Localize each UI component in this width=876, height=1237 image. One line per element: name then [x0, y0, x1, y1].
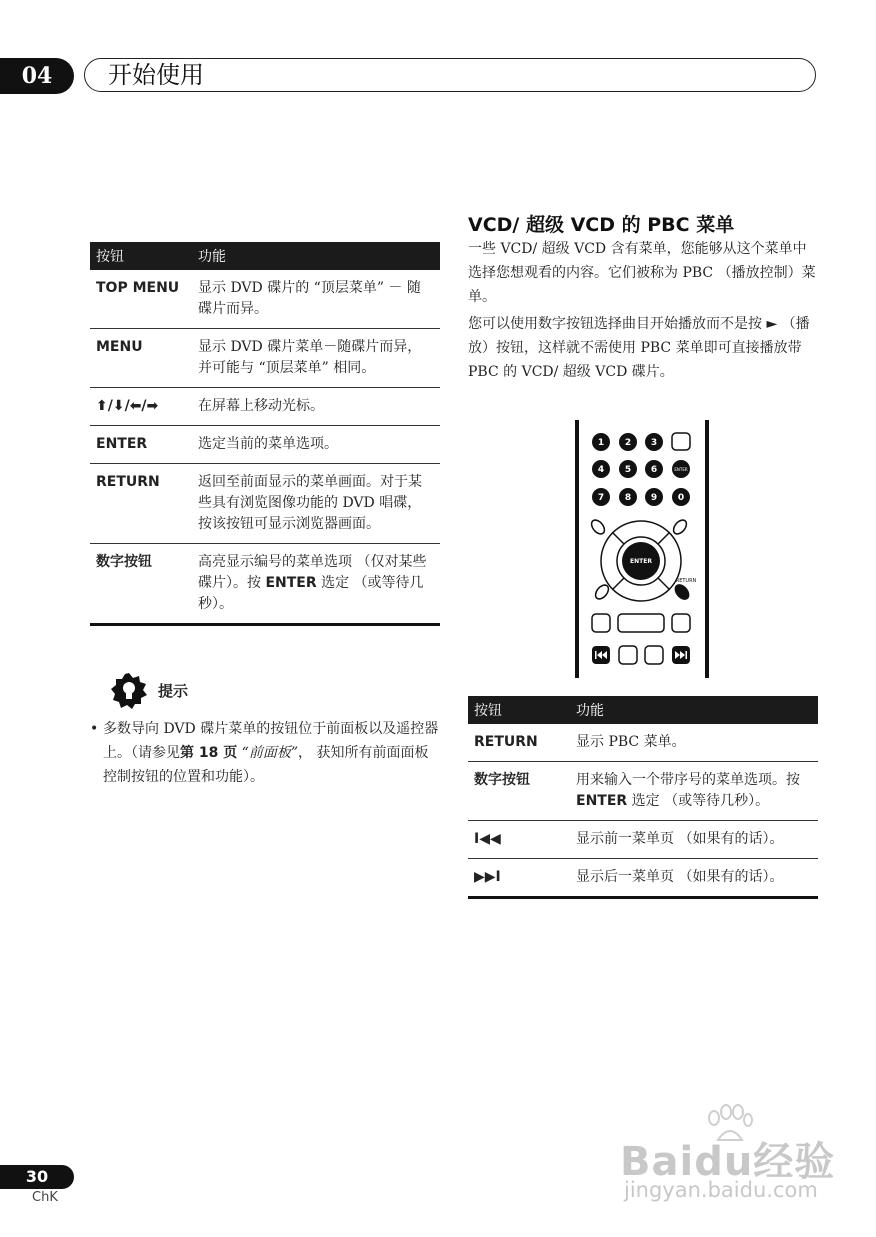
num-key-2: 2	[624, 438, 632, 448]
tip-title: 提示	[158, 682, 189, 700]
row-desc: 用来输入一个带序号的菜单选项。按 ENTER 选定 （或等待几秒）。	[570, 762, 818, 821]
pbc-button-table	[468, 696, 818, 899]
watermark-url: jingyan.baidu.com	[624, 1178, 818, 1202]
row-key: MENU	[90, 329, 192, 388]
bullet: •	[90, 721, 99, 737]
enter-key-small-label: ENTER	[674, 467, 688, 472]
row-desc: 返回至前面显示的菜单画面。对于某些具有浏览图像功能的 DVD 唱碟，按该按钮可显示浏览器画面。	[192, 464, 440, 544]
table-row	[90, 329, 440, 388]
row-key: RETURN	[468, 724, 570, 762]
row-key: ⬆/⬇/⬅/➡	[90, 388, 192, 426]
num-key-5: 5	[624, 465, 632, 475]
table-row	[90, 270, 440, 329]
enter-key-label: ENTER	[630, 558, 652, 565]
num-key-4: 4	[597, 465, 605, 475]
row-desc: 显示 DVD 碟片的 “顶层菜单” － 随碟片而异。	[192, 270, 440, 329]
row-desc: 选定当前的菜单选项。	[192, 426, 440, 464]
table-row	[90, 426, 440, 464]
row-key: 数字按钮	[90, 544, 192, 625]
num-key-1: 1	[597, 438, 605, 448]
row-key: 数字按钮	[468, 762, 570, 821]
table-row	[90, 388, 440, 426]
language-code: ChK	[32, 1190, 58, 1205]
table-header	[90, 242, 440, 270]
row-desc: 在屏幕上移动光标。	[192, 388, 440, 426]
pbc-paragraph-1: 一些 VCD/ 超级 VCD 含有菜单，您能够从这个菜单中选择您想观看的内容。它们被称为 PBC （播放控制）菜单。	[468, 241, 816, 305]
chapter-title: 开始使用	[108, 61, 204, 89]
page-number: 30	[0, 1165, 74, 1189]
num-key-7: 7	[597, 493, 605, 503]
return-key-label: RETURN	[675, 578, 697, 584]
row-key: RETURN	[90, 464, 192, 544]
table-header	[468, 696, 818, 724]
row-key: ▶▶I	[468, 859, 570, 898]
tip-text: 多数导向 DVD 碟片菜单的按钮位于前面板以及遥控器上。（请参见第 18 页 “前面板”， 获知所有前面面板控制按钮的位置和功能）。	[103, 721, 439, 785]
table-row	[90, 464, 440, 544]
table-header-function: 功能	[192, 242, 440, 270]
watermark-brand: Baidu经验	[620, 1139, 836, 1185]
row-desc: 显示 DVD 碟片菜单－随碟片而异，并可能与 “顶层菜单” 相同。	[192, 329, 440, 388]
lightbulb-icon	[110, 672, 148, 710]
chapter-number: 04	[0, 58, 74, 94]
row-desc: 显示后一菜单页 （如果有的话）。	[570, 859, 818, 898]
menu-button-table	[90, 242, 440, 626]
table-row	[468, 859, 818, 898]
num-key-6: 6	[650, 465, 658, 475]
table-header-button: 按钮	[90, 242, 192, 270]
remote-control-illustration	[574, 420, 710, 678]
num-key-0: 0	[677, 493, 685, 503]
table-row	[468, 724, 818, 762]
num-key-9: 9	[650, 493, 658, 503]
row-desc: 显示 PBC 菜单。	[570, 724, 818, 762]
table-row	[90, 544, 440, 625]
section-title: VCD/ 超级 VCD 的 PBC 菜单	[468, 214, 735, 236]
row-desc: 显示前一菜单页 （如果有的话）。	[570, 821, 818, 859]
row-key: I◀◀	[468, 821, 570, 859]
row-desc: 高亮显示编号的菜单选项 （仅对某些碟片）。按 ENTER 选定 （或等待几秒）。	[192, 544, 440, 625]
row-key: TOP MENU	[90, 270, 192, 329]
table-header-function: 功能	[570, 696, 818, 724]
table-row	[468, 821, 818, 859]
row-key: ENTER	[90, 426, 192, 464]
num-key-3: 3	[650, 438, 658, 448]
table-row	[468, 762, 818, 821]
num-key-8: 8	[624, 493, 632, 503]
table-header-button: 按钮	[468, 696, 570, 724]
pbc-paragraph-2: 您可以使用数字按钮选择曲目开始播放而不是按 ► （播放）按钮，这样就不需使用 PBC 菜单即可直接播放带 PBC 的 VCD/ 超级 VCD 碟片。	[468, 316, 810, 380]
